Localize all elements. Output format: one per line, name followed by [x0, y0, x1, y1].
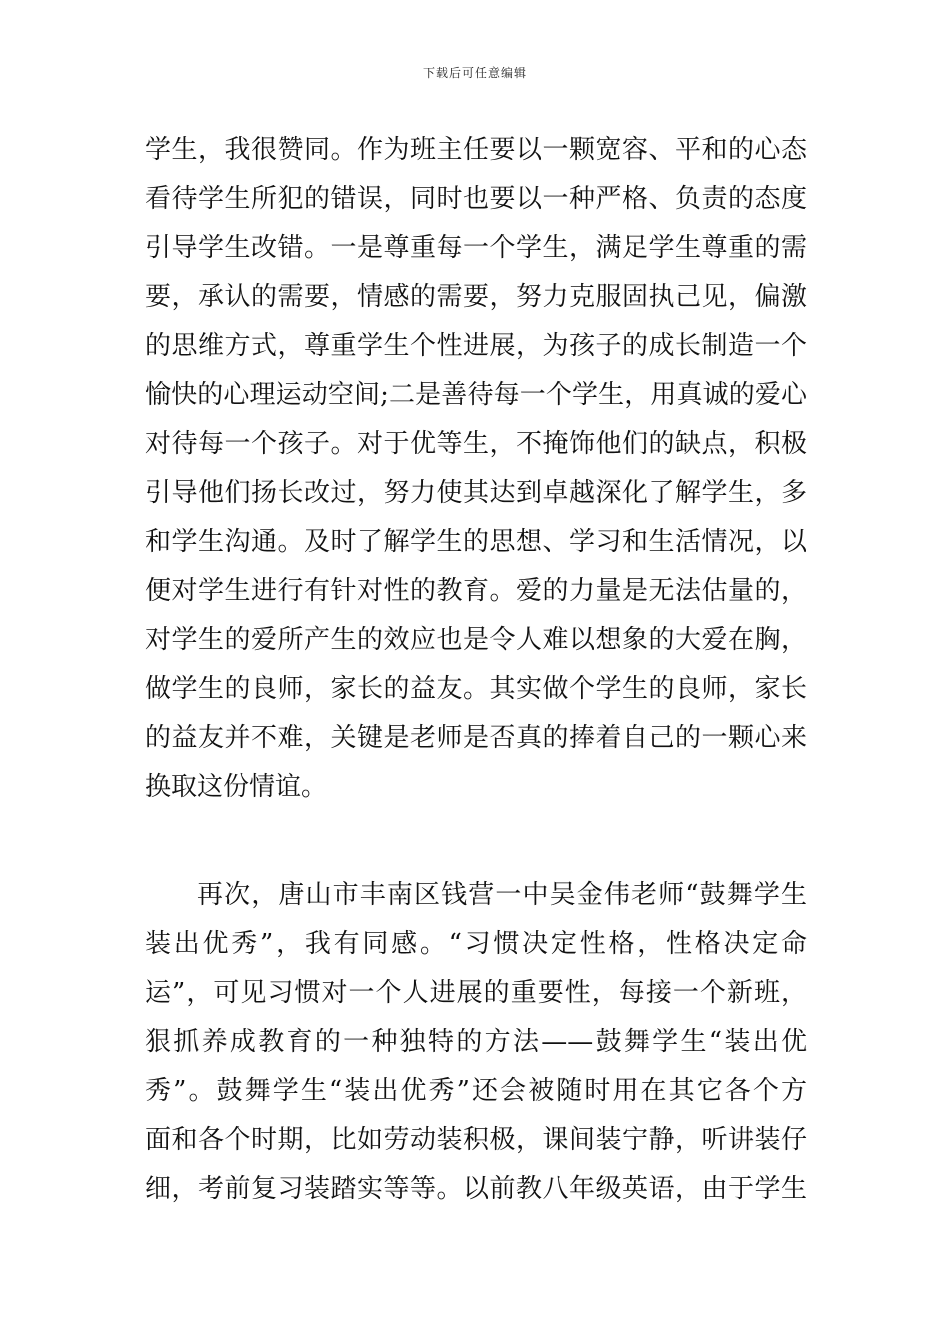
text-line: 换取这份情谊。	[145, 772, 328, 802]
text-line: 和学生沟通。及时了解学生的思想、学习和生活情况，以	[145, 527, 807, 557]
text-line: 装出优秀”，我有同感。“习惯决定性格，性格决定命	[145, 929, 807, 959]
text-line: 秀”。鼓舞学生“装出优秀”还会被随时用在其它各个方	[145, 1076, 807, 1106]
text-line: 对待每一个孩子。对于优等生，不掩饰他们的缺点，积极	[145, 429, 807, 459]
text-line: 引导他们扬长改过，努力使其达到卓越深化了解学生，多	[145, 478, 807, 508]
text-line: 的益友并不难，关键是老师是否真的捧着自己的一颗心来	[145, 723, 807, 753]
text-line: 愉快的心理运动空间;二是善待每一个学生，用真诚的爱心	[145, 380, 807, 410]
text-line: 学生，我很赞同。作为班主任要以一颗宽容、平和的心态	[145, 135, 807, 165]
text-line: 面和各个时期，比如劳动装积极，课间装宁静，听讲装仔	[145, 1125, 807, 1155]
text-line: 做学生的良师，家长的益友。其实做个学生的良师，家长	[145, 674, 807, 704]
text-line: 便对学生进行有针对性的教育。爱的力量是无法估量的，	[145, 576, 807, 606]
text-line: 运”，可见习惯对一个人进展的重要性，每接一个新班，	[145, 978, 807, 1008]
text-line: 再次，唐山市丰南区钱营一中吴金伟老师“鼓舞学生	[197, 880, 807, 910]
text-line: 狠抓养成教育的一种独特的方法——鼓舞学生“装出优	[145, 1027, 807, 1057]
text-line: 引导学生改错。一是尊重每一个学生，满足学生尊重的需	[145, 233, 807, 263]
text-line: 的思维方式，尊重学生个性进展，为孩子的成长制造一个	[145, 331, 807, 361]
text-line: 对学生的爱所产生的效应也是令人难以想象的大爱在胸，	[145, 625, 807, 655]
text-line: 要，承认的需要，情感的需要，努力克服固执己见，偏激	[145, 282, 807, 312]
text-line: 细，考前复习装踏实等等。以前教八年级英语，由于学生	[145, 1174, 807, 1204]
page-header: 下载后可任意编辑	[422, 66, 527, 80]
text-line: 看待学生所犯的错误，同时也要以一种严格、负责的态度	[145, 184, 807, 214]
